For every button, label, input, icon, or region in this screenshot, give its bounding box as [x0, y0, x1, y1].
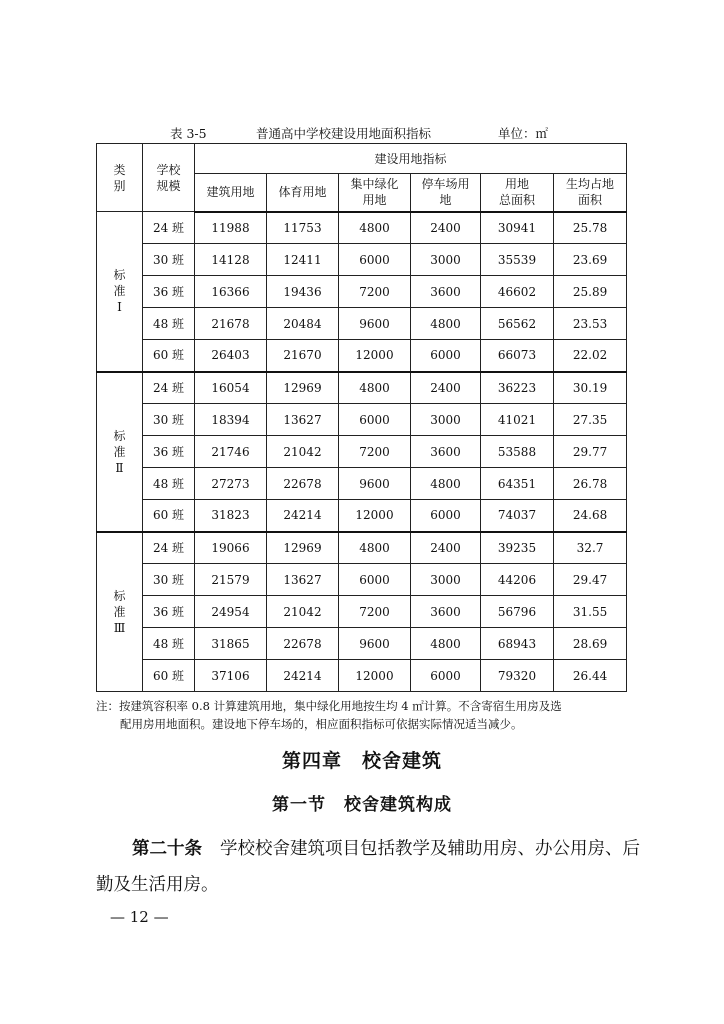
- value-cell: 4800: [411, 468, 481, 500]
- table-row: [97, 596, 627, 628]
- value-cell: 27273: [195, 468, 267, 500]
- value-cell: 12969: [267, 372, 339, 404]
- value-cell: 6000: [411, 500, 481, 532]
- value-cell: 23.69: [554, 244, 627, 276]
- note-line-2: 配用房用地面积。建设地下停车场的，相应面积指标可依据实际情况适当减少。: [120, 717, 523, 731]
- table-row: [97, 212, 627, 244]
- group-label: 标 准 I: [97, 212, 143, 372]
- value-cell: 3600: [411, 596, 481, 628]
- scale-cell: 60 班: [143, 340, 195, 372]
- value-cell: 36223: [481, 372, 554, 404]
- header-scale: 学校 规模: [143, 144, 195, 212]
- table-title: 普通高中学校建设用地面积指标: [256, 126, 432, 141]
- group-label: 标 准 Ⅲ: [97, 532, 143, 692]
- table-row: [97, 500, 627, 532]
- value-cell: 7200: [339, 436, 411, 468]
- scale-cell: 30 班: [143, 404, 195, 436]
- value-cell: 9600: [339, 468, 411, 500]
- table-row: [97, 244, 627, 276]
- value-cell: 74037: [481, 500, 554, 532]
- value-cell: 6000: [339, 564, 411, 596]
- value-cell: 28.69: [554, 628, 627, 660]
- value-cell: 3000: [411, 244, 481, 276]
- value-cell: 46602: [481, 276, 554, 308]
- land-area-table: [96, 143, 627, 692]
- value-cell: 22678: [267, 628, 339, 660]
- value-cell: 20484: [267, 308, 339, 340]
- value-cell: 30.19: [554, 372, 627, 404]
- value-cell: 31823: [195, 500, 267, 532]
- value-cell: 2400: [411, 372, 481, 404]
- column-header: 体育用地: [267, 174, 339, 212]
- column-header: 停车场用 地: [411, 174, 481, 212]
- value-cell: 11753: [267, 212, 339, 244]
- value-cell: 7200: [339, 596, 411, 628]
- value-cell: 37106: [195, 660, 267, 692]
- value-cell: 35539: [481, 244, 554, 276]
- value-cell: 30941: [481, 212, 554, 244]
- value-cell: 53588: [481, 436, 554, 468]
- value-cell: 21042: [267, 436, 339, 468]
- value-cell: 29.47: [554, 564, 627, 596]
- scale-cell: 48 班: [143, 468, 195, 500]
- value-cell: 26403: [195, 340, 267, 372]
- scale-cell: 48 班: [143, 308, 195, 340]
- value-cell: 3000: [411, 404, 481, 436]
- value-cell: 4800: [411, 628, 481, 660]
- article-paragraph: [96, 831, 641, 903]
- scale-cell: 36 班: [143, 596, 195, 628]
- column-header: 用地 总面积: [481, 174, 554, 212]
- table-row: [97, 340, 627, 372]
- value-cell: 16366: [195, 276, 267, 308]
- column-header: 建筑用地: [195, 174, 267, 212]
- table-row: [97, 564, 627, 596]
- table-row: [97, 308, 627, 340]
- scale-cell: 30 班: [143, 564, 195, 596]
- value-cell: 21746: [195, 436, 267, 468]
- note-line-1: 注：按建筑容积率 0.8 计算建筑用地，集中绿化用地按生均 4 ㎡计算。不含寄宿生用房及选: [96, 699, 562, 713]
- value-cell: 13627: [267, 564, 339, 596]
- table-number: 表 3-5: [170, 126, 207, 141]
- group-label: 标 准 Ⅱ: [97, 372, 143, 532]
- header-group: 建设用地指标: [195, 144, 627, 174]
- value-cell: 9600: [339, 308, 411, 340]
- value-cell: 31865: [195, 628, 267, 660]
- table-row: [97, 628, 627, 660]
- value-cell: 4800: [339, 372, 411, 404]
- value-cell: 9600: [339, 628, 411, 660]
- column-header: 生均占地 面积: [554, 174, 627, 212]
- value-cell: 4800: [339, 212, 411, 244]
- scale-cell: 60 班: [143, 500, 195, 532]
- scale-cell: 24 班: [143, 212, 195, 244]
- value-cell: 6000: [339, 244, 411, 276]
- section-title: 第一节 校舍建筑构成: [272, 795, 452, 815]
- value-cell: 19436: [267, 276, 339, 308]
- header-category: 类 别: [97, 144, 143, 212]
- value-cell: 13627: [267, 404, 339, 436]
- value-cell: 21678: [195, 308, 267, 340]
- value-cell: 6000: [411, 340, 481, 372]
- table-row: [97, 660, 627, 692]
- table-row: [97, 532, 627, 564]
- table-unit: 单位：㎡: [498, 126, 549, 141]
- article-lead: 第二十条: [132, 839, 202, 859]
- value-cell: 24214: [267, 500, 339, 532]
- value-cell: 18394: [195, 404, 267, 436]
- value-cell: 4800: [411, 308, 481, 340]
- value-cell: 32.7: [554, 532, 627, 564]
- value-cell: 23.53: [554, 308, 627, 340]
- value-cell: 56796: [481, 596, 554, 628]
- value-cell: 68943: [481, 628, 554, 660]
- value-cell: 41021: [481, 404, 554, 436]
- value-cell: 2400: [411, 212, 481, 244]
- value-cell: 64351: [481, 468, 554, 500]
- value-cell: 22678: [267, 468, 339, 500]
- value-cell: 2400: [411, 532, 481, 564]
- value-cell: 12000: [339, 340, 411, 372]
- value-cell: 12000: [339, 500, 411, 532]
- value-cell: 29.77: [554, 436, 627, 468]
- value-cell: 25.89: [554, 276, 627, 308]
- value-cell: 31.55: [554, 596, 627, 628]
- value-cell: 21579: [195, 564, 267, 596]
- value-cell: 24954: [195, 596, 267, 628]
- article-text: 学校校舍建筑项目包括教学及辅助用房、办公用房、后勤及生活用房。: [96, 839, 640, 895]
- value-cell: 22.02: [554, 340, 627, 372]
- value-cell: 24214: [267, 660, 339, 692]
- scale-cell: 60 班: [143, 660, 195, 692]
- value-cell: 3600: [411, 276, 481, 308]
- value-cell: 12969: [267, 532, 339, 564]
- value-cell: 7200: [339, 276, 411, 308]
- value-cell: 14128: [195, 244, 267, 276]
- table-note: [96, 697, 636, 733]
- chapter-title: 第四章 校舍建筑: [281, 750, 442, 772]
- value-cell: 12411: [267, 244, 339, 276]
- value-cell: 21670: [267, 340, 339, 372]
- value-cell: 12000: [339, 660, 411, 692]
- value-cell: 26.78: [554, 468, 627, 500]
- value-cell: 11988: [195, 212, 267, 244]
- value-cell: 79320: [481, 660, 554, 692]
- table-row: [97, 404, 627, 436]
- value-cell: 39235: [481, 532, 554, 564]
- column-header: 集中绿化 用地: [339, 174, 411, 212]
- value-cell: 3000: [411, 564, 481, 596]
- scale-cell: 36 班: [143, 436, 195, 468]
- value-cell: 27.35: [554, 404, 627, 436]
- scale-cell: 48 班: [143, 628, 195, 660]
- value-cell: 44206: [481, 564, 554, 596]
- scale-cell: 30 班: [143, 244, 195, 276]
- value-cell: 3600: [411, 436, 481, 468]
- value-cell: 24.68: [554, 500, 627, 532]
- value-cell: 4800: [339, 532, 411, 564]
- table-row: [97, 436, 627, 468]
- value-cell: 6000: [339, 404, 411, 436]
- value-cell: 25.78: [554, 212, 627, 244]
- page-number: — 12 —: [110, 908, 169, 926]
- scale-cell: 24 班: [143, 532, 195, 564]
- table-row: [97, 372, 627, 404]
- value-cell: 26.44: [554, 660, 627, 692]
- value-cell: 21042: [267, 596, 339, 628]
- table-row: [97, 468, 627, 500]
- scale-cell: 36 班: [143, 276, 195, 308]
- value-cell: 19066: [195, 532, 267, 564]
- value-cell: 16054: [195, 372, 267, 404]
- value-cell: 66073: [481, 340, 554, 372]
- value-cell: 56562: [481, 308, 554, 340]
- value-cell: 6000: [411, 660, 481, 692]
- table-row: [97, 276, 627, 308]
- scale-cell: 24 班: [143, 372, 195, 404]
